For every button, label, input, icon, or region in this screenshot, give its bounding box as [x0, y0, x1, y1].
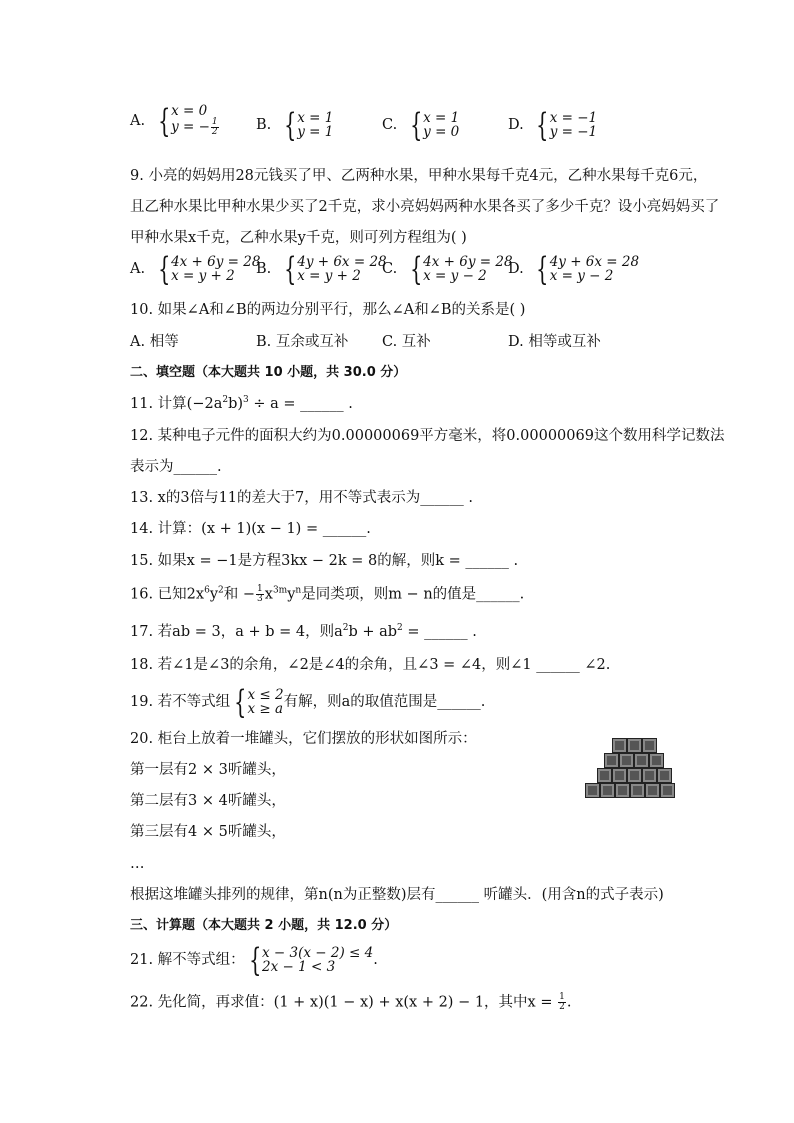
q20-layer-3: 第三层有4 × 5听罐头，	[130, 824, 286, 840]
q10-option-c: C. 互补	[382, 334, 431, 350]
q12-line-1: 12. 某种电子元件的面积大约为0.00000069平方毫米，将0.00000069这个数用科学记数法	[130, 428, 725, 444]
q13: 13. x的3倍与11的差大于7，用不等式表示为______ .	[130, 490, 473, 506]
can-icon	[597, 768, 612, 783]
q21: 21. 解不等式组： { x − 3(x − 2) ≤ 4 2x − 1 < 3 .	[130, 941, 378, 979]
q19: 19. 若不等式组 { x ≤ 2 x ≥ a 有解，则a的取值范围是______.	[130, 683, 486, 721]
can-icon	[634, 753, 649, 768]
q20-layer-1: 第一层有2 × 3听罐头，	[130, 762, 286, 778]
can-icon	[642, 768, 657, 783]
q9-line-2: 且乙种水果比甲种水果少买了2千克，求小亮妈妈两种水果各买了多少千克？设小亮妈妈买了	[130, 199, 720, 215]
q20-layer-2: 第二层有3 × 4听罐头，	[130, 793, 286, 809]
can-icon	[642, 738, 657, 753]
q20-stem: 20. 柜台上放着一堆罐头，它们摆放的形状如图所示：	[130, 731, 477, 747]
can-icon	[645, 783, 660, 798]
can-icon	[612, 738, 627, 753]
q9-line-1: 9. 小亮的妈妈用28元钱买了甲、乙两种水果，甲种水果每千克4元，乙种水果每千克6元，	[130, 168, 708, 184]
can-icon	[630, 783, 645, 798]
q18: 18. 若∠1是∠3的余角，∠2是∠4的余角，且∠3 = ∠4，则∠1 ______ ∠2.	[130, 657, 611, 673]
q10-option-b: B. 互余或互补	[256, 334, 349, 350]
q11: 11. 计算$(-2a^2b)^3 \div a$ = ______ .	[130, 395, 353, 412]
can-icon	[600, 783, 615, 798]
can-icon	[619, 753, 634, 768]
q9-option-d: D. { 4y + 6x = 28 x = y − 2	[508, 250, 640, 288]
can-icon	[615, 783, 630, 798]
can-icon	[627, 768, 642, 783]
q20-question: 根据这堆罐头排列的规律，第n(n为正整数)层有______ 听罐头．(用含n的式子表示)	[130, 887, 664, 903]
can-icon	[612, 768, 627, 783]
can-icon	[585, 783, 600, 798]
q16: 16. 已知$2x^6y^2$和 − $\frac{1}{3}$ $x^{3m}y^n$是同类项，则m − n的值是______.	[130, 584, 525, 604]
q15: 15. 如果x = −1是方程3kx − 2k = 8的解，则k = ______ .	[130, 553, 519, 569]
can-icon	[604, 753, 619, 768]
q10-option-a: A. 相等	[130, 334, 179, 350]
q20-ellipsis: …	[130, 856, 145, 872]
can-stack-image	[585, 734, 685, 800]
can-icon	[660, 783, 675, 798]
q12-line-2: 表示为______.	[130, 459, 222, 475]
q9-line-3: 甲种水果x千克，乙种水果y千克，则可列方程组为( )	[130, 230, 467, 246]
q8-option-a: A. { x = 0 y = − $\frac{1}{2}$	[130, 101, 218, 140]
q8-option-b: B. { x = 1 y = 1	[256, 106, 334, 144]
q22: 22. 先化简，再求值：(1 + x)(1 − x) + x(x + 2) − 1，其中x = $\frac{1}{2}$ .	[130, 992, 572, 1012]
q14: 14. 计算：(x + 1)(x − 1) = ______.	[130, 521, 371, 537]
can-icon	[649, 753, 664, 768]
q9-option-c: C. { 4x + 6y = 28 x = y − 2	[382, 250, 513, 288]
q8-option-c: C. { x = 1 y = 0	[382, 106, 460, 144]
can-icon	[657, 768, 672, 783]
q8-option-d: D. { x = −1 y = −1	[508, 106, 598, 144]
q10-stem: 10. 如果∠A和∠B的两边分别平行，那么∠A和∠B的关系是( )	[130, 302, 526, 318]
q9-option-b: B. { 4y + 6x = 28 x = y + 2	[256, 250, 387, 288]
q9-option-a: A. { 4x + 6y = 28 x = y + 2	[130, 250, 261, 288]
section-heading-calculation: 三、计算题（本大题共 2 小题，共 12.0 分）	[130, 918, 398, 933]
section-heading-fill-blank: 二、填空题（本大题共 10 小题，共 30.0 分）	[130, 365, 407, 380]
q17: 17. 若ab = 3，a + b = 4，则$a^2b + ab^2$ = ______ .	[130, 623, 477, 640]
q10-option-d: D. 相等或互补	[508, 334, 601, 350]
can-icon	[627, 738, 642, 753]
